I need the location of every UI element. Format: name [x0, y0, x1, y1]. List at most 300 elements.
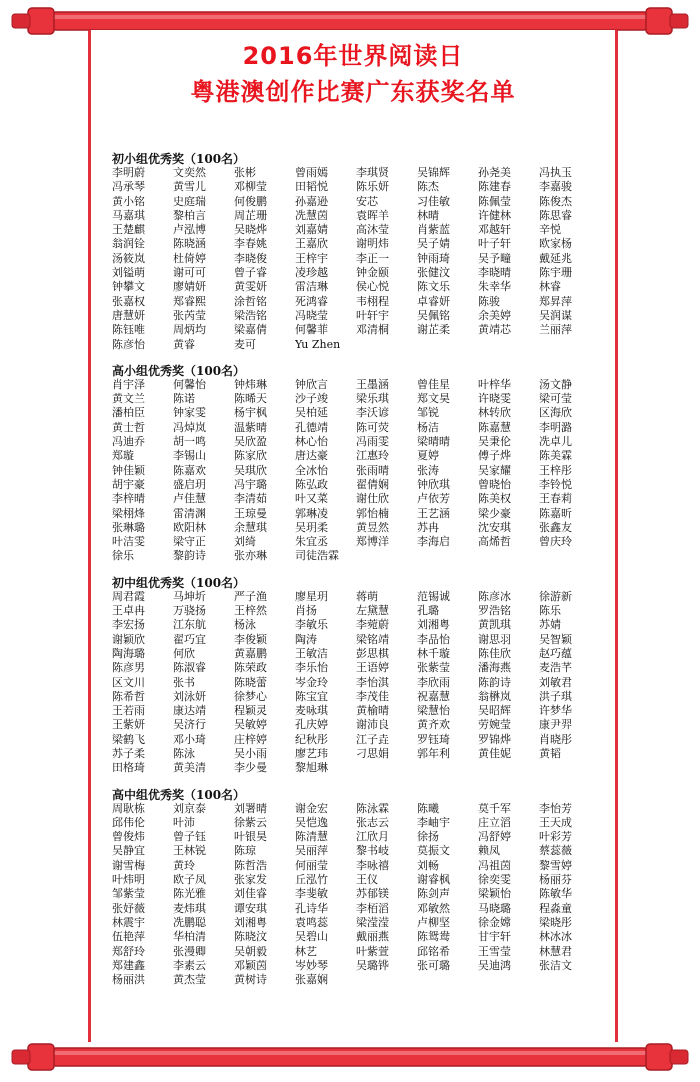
section-primary-lower — [112, 152, 602, 352]
winner-name: 戴延兆 — [539, 251, 572, 265]
winner-name: 陈淑睿 — [173, 661, 206, 675]
winner-name: 司徒浩霖 — [295, 549, 339, 563]
winner-name: 郑舒玲 — [112, 944, 145, 958]
winner-name: 冯迪乔 — [112, 435, 145, 449]
winner-name: 梁浩铭 — [234, 308, 267, 322]
winner-name: 梁可莹 — [539, 392, 572, 406]
winner-name: 陶涛 — [295, 632, 317, 646]
name-grid — [112, 802, 602, 988]
winner-name: 杨丽洪 — [112, 973, 145, 987]
winner-name: 肖宇泽 — [112, 377, 145, 391]
winner-name: 钟金颐 — [356, 266, 389, 280]
winner-name: 盛启玥 — [173, 477, 206, 491]
winner-name: 沈安琪 — [478, 520, 511, 534]
winner-name: 曾子钰 — [173, 830, 206, 844]
winner-name: 曾佳星 — [417, 377, 450, 391]
winner-name: 徐奕雯 — [478, 873, 511, 887]
winner-name: 吴碧山 — [295, 930, 328, 944]
scroll-bottom-rod — [10, 1036, 690, 1078]
winner-name: 冯承琴 — [112, 180, 145, 194]
winner-name: 王雪莹 — [478, 944, 511, 958]
winner-name: 史庭瑞 — [173, 194, 206, 208]
winner-name: 李俊颖 — [234, 632, 267, 646]
winner-name: 王敏洁 — [295, 646, 328, 660]
winner-name: 吴晓烨 — [234, 223, 267, 237]
winner-name: 涂哲铭 — [234, 294, 267, 308]
winner-name: 李宏扬 — [112, 618, 145, 632]
winner-name: 徐紫云 — [234, 815, 267, 829]
winner-name: 林震宇 — [112, 915, 145, 929]
winner-name: 雷清渊 — [173, 506, 206, 520]
winner-name: 张芮莹 — [173, 308, 206, 322]
winner-name: 张雨晴 — [356, 463, 389, 477]
winner-name: 陶海璐 — [112, 646, 145, 660]
winner-name: 陈佩莹 — [478, 194, 511, 208]
winner-name: 马嘉琪 — [112, 208, 145, 222]
winner-name: 麦炜琪 — [173, 901, 206, 915]
winner-name: 陈光雅 — [173, 887, 206, 901]
winner-name: 陈曦 — [417, 801, 439, 815]
winner-name: 王艺涵 — [417, 506, 450, 520]
winner-name: 谢明炜 — [356, 237, 389, 251]
winner-name: 许梦华 — [539, 704, 572, 718]
winner-name: 王天成 — [539, 815, 572, 829]
winner-name: 陈嘉欢 — [173, 463, 206, 477]
winner-name: 李怡芳 — [539, 801, 572, 815]
winner-name: 劳婉莹 — [478, 718, 511, 732]
winner-name: 黎书岐 — [356, 844, 389, 858]
winner-name: 陈清慧 — [295, 830, 328, 844]
winner-name: 洪子琪 — [539, 689, 572, 703]
winner-name: 李晓俊 — [234, 251, 267, 265]
winner-name: 谢颖欣 — [112, 632, 145, 646]
winner-name: 胡宇豪 — [112, 477, 145, 491]
winner-name: 陈钰唯 — [112, 323, 145, 337]
winner-name: 吴秉伦 — [478, 435, 511, 449]
winner-name: 陈韵诗 — [478, 675, 511, 689]
winner-name: 梁滢滢 — [356, 915, 389, 929]
winner-name: 张洁文 — [539, 958, 572, 972]
winner-name: 邱铭希 — [417, 944, 450, 958]
winner-name: 李晓晴 — [478, 266, 511, 280]
winner-name: 王卓冉 — [112, 604, 145, 618]
winner-name: 邓柳莹 — [234, 180, 267, 194]
winner-name: 陈嘉慧 — [478, 420, 511, 434]
winner-name: 罗锦烨 — [478, 732, 511, 746]
winner-name: 陈鸳鸯 — [417, 930, 450, 944]
winner-name: 张嘉娴 — [295, 973, 328, 987]
winner-name: 杨宇枫 — [234, 406, 267, 420]
section-heading: 高中组优秀奖（100名） — [112, 787, 246, 802]
winner-name: 张紫莹 — [417, 661, 450, 675]
winner-name: 李海启 — [417, 535, 450, 549]
winner-name: 孔庆婷 — [295, 718, 328, 732]
winner-name: 左黛慧 — [356, 604, 389, 618]
winner-name: 苏郁镁 — [356, 887, 389, 901]
winner-name: 冼卓儿 — [539, 435, 572, 449]
winner-name: 刘湘粤 — [234, 915, 267, 929]
winner-name: 孔璐 — [417, 604, 439, 618]
title-block — [88, 38, 618, 110]
winner-name: 江子垚 — [356, 732, 389, 746]
winner-name: 杜倚婷 — [173, 251, 206, 265]
winner-name: 吴静宜 — [112, 844, 145, 858]
winner-name: 蔡蕊薇 — [539, 844, 572, 858]
winner-name: 郑昇萍 — [539, 294, 572, 308]
winner-name: 马晓璐 — [478, 901, 511, 915]
winner-name: 许晓雯 — [478, 392, 511, 406]
winner-name: 陈文乐 — [417, 280, 450, 294]
winner-name: 李梓晴 — [112, 492, 145, 506]
winner-name: 李岫宇 — [417, 815, 450, 829]
winner-name: 孔德靖 — [295, 420, 328, 434]
winner-name: 辛悦 — [539, 223, 561, 237]
winner-name: 廖艺玮 — [295, 746, 328, 760]
winner-name: 赵巧蕴 — [539, 646, 572, 660]
winner-name: 邹紫莹 — [112, 887, 145, 901]
winner-name: 王语婷 — [356, 661, 389, 675]
winner-name: 胡一鸣 — [173, 435, 206, 449]
winner-name: 卢柳坚 — [417, 915, 450, 929]
winner-name: 黄嘉鹏 — [234, 646, 267, 660]
winner-name: 徐梦心 — [234, 689, 267, 703]
winner-name: 程颖灵 — [234, 704, 267, 718]
winner-name: 李少曼 — [234, 761, 267, 775]
winner-name: 吴济行 — [173, 718, 206, 732]
winner-name: 吴恺逸 — [295, 815, 328, 829]
winner-name: 吴欣盈 — [234, 435, 267, 449]
winner-name: 卢泓博 — [173, 223, 206, 237]
winner-name: 黎旭琳 — [295, 761, 328, 775]
winner-name: 林晴 — [417, 208, 439, 222]
winner-name: 黄美清 — [173, 761, 206, 775]
winner-name: 陈敏华 — [539, 887, 572, 901]
winner-name: 邹锐 — [417, 406, 439, 420]
winner-name: 黄杰莹 — [173, 973, 206, 987]
winner-name: 王春莉 — [539, 492, 572, 506]
winner-name: 汤文静 — [539, 377, 572, 391]
winner-name: 蒋萌 — [356, 589, 378, 603]
winner-name: 全冰怡 — [295, 463, 328, 477]
winner-name: 田格琦 — [112, 761, 145, 775]
winner-name: 刘嘉婧 — [295, 223, 328, 237]
winner-name: 袁晖羊 — [356, 208, 389, 222]
winner-name: 陈可荧 — [356, 420, 389, 434]
winner-name: 陈晓汶 — [234, 930, 267, 944]
winner-name: 黄文兰 — [112, 392, 145, 406]
winner-name: 翁润铨 — [112, 237, 145, 251]
winner-name: 岑妙琴 — [295, 958, 328, 972]
winner-name: 陈宝宜 — [295, 689, 328, 703]
winner-name: 钟欣琪 — [417, 477, 450, 491]
winner-name: 肖晓彤 — [539, 732, 572, 746]
winner-name: 欧子凤 — [173, 873, 206, 887]
winner-name: 林千璇 — [417, 646, 450, 660]
winner-name: 冯舒婷 — [478, 830, 511, 844]
winner-name: 钟欣言 — [295, 377, 328, 391]
winner-name: 祝嘉慧 — [417, 689, 450, 703]
winner-name: 张亦琳 — [234, 549, 267, 563]
winner-name: 陈荣政 — [234, 661, 267, 675]
winner-name: 翟倩娴 — [356, 477, 389, 491]
winner-name: 唐达豪 — [295, 449, 328, 463]
winner-name: 梁颖怡 — [478, 887, 511, 901]
winner-name: 陈希哲 — [112, 689, 145, 703]
section-heading: 高小组优秀奖（100名） — [112, 363, 246, 378]
winner-name: 谢芷柔 — [417, 323, 450, 337]
winner-name: 邓颖茵 — [234, 958, 267, 972]
winner-name: 雷洁琳 — [295, 280, 328, 294]
winner-name: 莫振文 — [417, 844, 450, 858]
winner-name: 田韬悦 — [295, 180, 328, 194]
winner-name: 叶洁雯 — [112, 535, 145, 549]
winner-name: 王嘉欣 — [295, 237, 328, 251]
winner-name: 李菀蔚 — [356, 618, 389, 632]
winner-name: 梁守正 — [173, 535, 206, 549]
winner-name: 高烯哲 — [478, 535, 511, 549]
winner-name: 冼慧茵 — [295, 208, 328, 222]
winner-name: 叶彩芳 — [539, 830, 572, 844]
winner-name: 吴予疃 — [478, 251, 511, 265]
winner-name: 孙嘉逊 — [295, 194, 328, 208]
winner-name: 陈彦冰 — [478, 589, 511, 603]
winner-name: 邓清桐 — [356, 323, 389, 337]
winner-name: 李明蔚 — [112, 166, 145, 179]
winner-name: 王梓宇 — [295, 251, 328, 265]
winner-name: 黄昱然 — [356, 520, 389, 534]
winner-name: 吴敏婷 — [234, 718, 267, 732]
winner-name: 邱伟伦 — [112, 815, 145, 829]
name-grid — [112, 378, 602, 564]
section-junior-high — [112, 576, 602, 776]
winner-name: 黄雯妍 — [234, 280, 267, 294]
winner-name: 李清茹 — [234, 492, 267, 506]
winner-name: 王若雨 — [112, 704, 145, 718]
winner-name: 杨洁 — [417, 420, 439, 434]
winner-name: 吴玥柔 — [295, 520, 328, 534]
winner-name: 陈乐妍 — [356, 180, 389, 194]
winner-name: 黄士哲 — [112, 420, 145, 434]
winner-name: 翟巧宜 — [173, 632, 206, 646]
winner-name: 李正一 — [356, 251, 389, 265]
winner-name: 吴朝毅 — [234, 944, 267, 958]
winner-name: 陈泳霖 — [356, 801, 389, 815]
winner-name: 黎韵诗 — [173, 549, 206, 563]
winner-name: 黄凯琪 — [478, 618, 511, 632]
winner-name: 李欣雨 — [417, 675, 450, 689]
winner-name: 张鑫友 — [539, 520, 572, 534]
winner-name: 李品怡 — [417, 632, 450, 646]
winner-name: 朱幸华 — [478, 280, 511, 294]
winner-name: 吴柏延 — [295, 406, 328, 420]
winner-name: 梁嘉倩 — [234, 323, 267, 337]
winner-name: 徐游新 — [539, 589, 572, 603]
winner-name: 冯执玉 — [539, 166, 572, 179]
winner-name: 陈晓蕾 — [234, 675, 267, 689]
winner-name: 温紫晴 — [234, 420, 267, 434]
winner-name: 罗浩铭 — [478, 604, 511, 618]
winner-name: 李乐怡 — [295, 661, 328, 675]
winner-name: 曾雨嫣 — [295, 166, 328, 179]
winner-name: 陈晞天 — [234, 392, 267, 406]
winner-name: 叶梓华 — [478, 377, 511, 391]
winner-name: 林睿 — [539, 280, 561, 294]
winner-name: 郭年利 — [417, 746, 450, 760]
winner-name: 谭安琪 — [234, 901, 267, 915]
winner-name: 周芷珊 — [234, 208, 267, 222]
winner-name: 吴子婧 — [417, 237, 450, 251]
winner-name: 杨丽芬 — [539, 873, 572, 887]
winner-name: 莫千军 — [478, 801, 511, 815]
winner-name: 邓越轩 — [478, 223, 511, 237]
winner-name: 谢雪梅 — [112, 858, 145, 872]
winner-name: 刘敏君 — [539, 675, 572, 689]
name-grid — [112, 590, 602, 776]
winner-name: 彭思棋 — [356, 646, 389, 660]
winner-name: 黄榆晴 — [356, 704, 389, 718]
winner-name: 翁楙岚 — [478, 689, 511, 703]
winner-name: 苏婧 — [539, 618, 561, 632]
winner-name: 庄立滔 — [478, 815, 511, 829]
winner-name: 朱宜丞 — [295, 535, 328, 549]
winner-name: 郭怡楠 — [356, 506, 389, 520]
winner-name: 冯晓莹 — [295, 308, 328, 322]
winner-name: 李茂佳 — [356, 689, 389, 703]
winner-name: 陈嘉昕 — [539, 506, 572, 520]
winner-name: 卓睿妍 — [417, 294, 450, 308]
winner-name: 杨泳 — [234, 618, 256, 632]
winner-name: 张家发 — [234, 873, 267, 887]
winner-name: 刘镒萌 — [112, 266, 145, 280]
winner-name: 肖紫蓝 — [417, 223, 450, 237]
winner-name: 区海欣 — [539, 406, 572, 420]
winner-name: 周炳均 — [173, 323, 206, 337]
winner-name: 吴迪鸿 — [478, 958, 511, 972]
winner-name: 罗钰琦 — [417, 732, 450, 746]
winner-name: 陈骏 — [478, 294, 500, 308]
winner-name: 张可璐 — [417, 958, 450, 972]
winner-name: 谢沛良 — [356, 718, 389, 732]
winner-name: 冯祖茵 — [478, 858, 511, 872]
winner-name: 陈彦男 — [112, 661, 145, 675]
winner-name: 刘畅 — [417, 858, 439, 872]
winner-name: 张书 — [173, 675, 195, 689]
winner-name: 林心怡 — [295, 435, 328, 449]
section-heading: 初小组优秀奖（100名） — [112, 152, 246, 166]
winner-name: 岑金玲 — [295, 675, 328, 689]
winner-name: 王琼曼 — [234, 506, 267, 520]
winner-name: 陈建春 — [478, 180, 511, 194]
winner-name: 徐扬 — [417, 830, 439, 844]
winner-name: 黎柏言 — [173, 208, 206, 222]
winner-name: 张漫卿 — [173, 944, 206, 958]
winner-name: 沙子竣 — [295, 392, 328, 406]
section-senior-high — [112, 788, 602, 988]
winner-name: 麦可 — [234, 337, 256, 351]
winner-name: 伍艳萍 — [112, 930, 145, 944]
winner-name: 张健汶 — [417, 266, 450, 280]
winner-name: 江惠玲 — [356, 449, 389, 463]
winner-name: 许健林 — [478, 208, 511, 222]
page-subtitle: 粤港澳创作比赛广东获奖名单 — [190, 78, 516, 106]
winner-name: 麦咏琪 — [295, 704, 328, 718]
winner-name: 梁晴晴 — [417, 435, 450, 449]
winner-name: 江欣月 — [356, 830, 389, 844]
winner-name: 钟佳颖 — [112, 463, 145, 477]
winner-name: 黄睿 — [173, 337, 195, 351]
winner-name: 郭琳凌 — [295, 506, 328, 520]
winner-name: 叶子轩 — [478, 237, 511, 251]
winner-name: 钟炜琳 — [234, 377, 267, 391]
winner-name: 欧家杨 — [539, 237, 572, 251]
winner-name: 刘京泰 — [173, 801, 206, 815]
winner-name: 吴小雨 — [234, 746, 267, 760]
winner-name: 陈晓涵 — [173, 237, 206, 251]
winner-name: 陈弘政 — [295, 477, 328, 491]
winner-name: 梁鹤飞 — [112, 732, 145, 746]
winner-name: 李栢滔 — [356, 901, 389, 915]
winner-name: 李明潞 — [539, 420, 572, 434]
winner-name: 肖扬 — [295, 604, 317, 618]
winner-name: 谢可可 — [173, 266, 206, 280]
winner-name: 李怡淇 — [356, 675, 389, 689]
winner-name: 梁铭靖 — [356, 632, 389, 646]
winner-name: 梁少豪 — [478, 506, 511, 520]
name-grid — [112, 166, 602, 352]
winner-name: 郑璇 — [112, 449, 134, 463]
winner-name: 王梓彤 — [539, 463, 572, 477]
winner-name: 高沐莹 — [356, 223, 389, 237]
winner-name: 叶银昊 — [234, 830, 267, 844]
winner-name: 纪秋彤 — [295, 732, 328, 746]
winner-name: 陈佳欣 — [478, 646, 511, 660]
winner-name: 赖凤 — [478, 844, 500, 858]
winner-name: 刘湘粤 — [417, 618, 450, 632]
winner-name: 程淼童 — [539, 901, 572, 915]
winner-name: 严子渔 — [234, 589, 267, 603]
winner-name: 徐金嫦 — [478, 915, 511, 929]
winner-name: 潘海燕 — [478, 661, 511, 675]
winner-name: 卢佳慧 — [173, 492, 206, 506]
winner-name: 李沃谚 — [356, 406, 389, 420]
winner-name: 江东航 — [173, 618, 206, 632]
winner-name: 郑博洋 — [356, 535, 389, 549]
winner-name: 周耿栋 — [112, 801, 145, 815]
winner-name: 刘泳妍 — [173, 689, 206, 703]
winner-name: 陈剑声 — [417, 887, 450, 901]
winner-name: 冯宇璐 — [234, 477, 267, 491]
winner-name: 冯雨雯 — [356, 435, 389, 449]
winner-name: 李铃悦 — [539, 477, 572, 491]
winner-name: 刘佳睿 — [234, 887, 267, 901]
winner-name: 区文川 — [112, 675, 145, 689]
winner-name: 何俊鹏 — [234, 194, 267, 208]
winner-name: 死鸿睿 — [295, 294, 328, 308]
winner-name: 叶轩宇 — [356, 308, 389, 322]
winner-name: 廖星玥 — [295, 589, 328, 603]
winner-name: 陈俊杰 — [539, 194, 572, 208]
winner-name: 陈泳 — [173, 746, 195, 760]
winner-name: 李敏乐 — [295, 618, 328, 632]
winner-name: 王墨涵 — [356, 377, 389, 391]
winner-name: 汤筱岚 — [112, 251, 145, 265]
winner-name: 吴佩铭 — [417, 308, 450, 322]
winner-name: 廖婧妍 — [173, 280, 206, 294]
winner-name: 曾子睿 — [234, 266, 267, 280]
winner-name: 欧阳林 — [173, 520, 206, 534]
winner-name: 邓敏然 — [417, 901, 450, 915]
winner-name: 林艺 — [295, 944, 317, 958]
